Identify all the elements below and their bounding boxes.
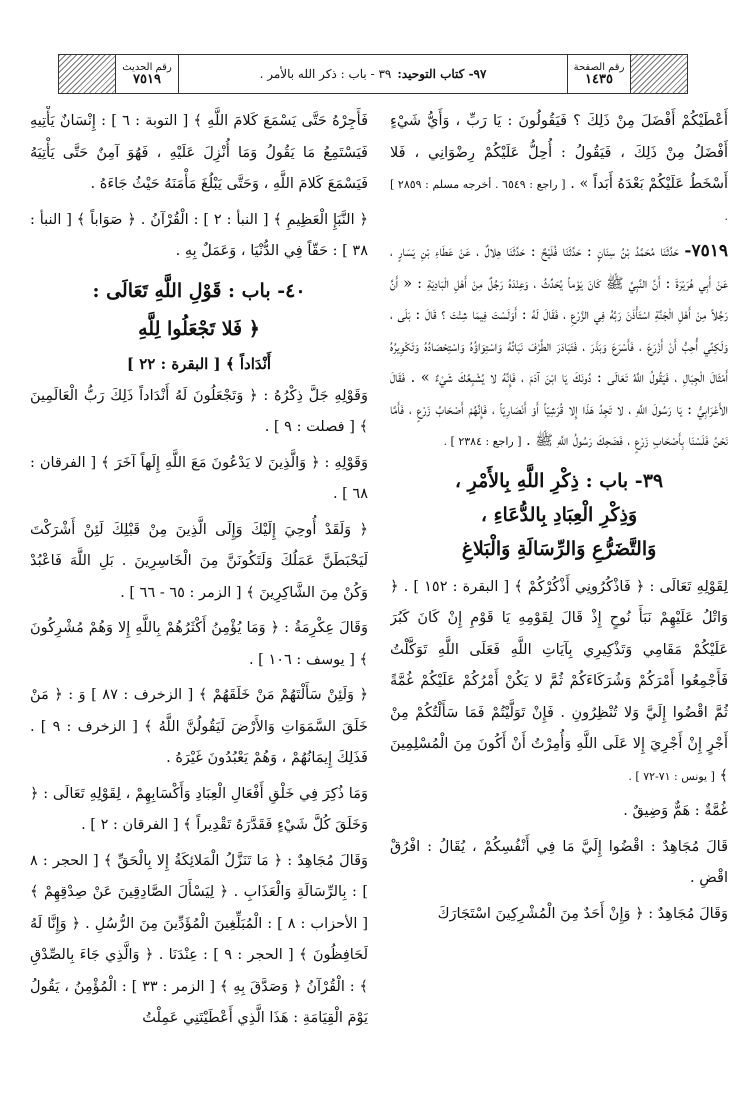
paragraph: وَقَالَ عِكْرِمَةُ : ﴿ وَمَا يُؤْمِنُ أَكْثَرُهُمْ بِاللَّهِ إِلا وَهُمْ مُشْرِكُونَ ﴾ [ يوسف : ١٠٦ ] . [30,620,368,668]
page-header [58,54,688,94]
hadith-number-box [115,55,179,93]
paragraph: ﴿ وَلَقَدْ أُوحِيَ إِلَيْكَ وَإِلَى الَّذِينَ مِنْ قَبْلِكَ لَئِنْ أَشْرَكْتَ لَيَحْبَطَنَّ عَمَلُكَ وَلَتَكُونَنَّ مِنَ الْخَاسِرِينَ . بَلِ اللَّهَ فَاعْبُدْ وَكُنْ مِنَ الشَّاكِرِينَ ﴾ [ الزمر : ٦٥ - ٦٦ ] . [30,521,368,601]
paragraph: وَمَا ذُكِرَ فِي خَلْقِ أَفْعَالِ الْعِبَادِ وَأَكْسَابِهِمْ ، لِقَوْلِهِ تَعَالَى : ﴿ وَخَلَقَ كُلَّ شَيْءٍ فَقَدَّرَهُ تَقْدِيراً ﴾ [ الفرقان : ٢ ] . [30,785,368,833]
paragraph: غُمَّةٌ : هَمٌّ وَضِيقٌ . [623,803,728,819]
hadith-number-label: رقم الحديث [122,62,172,73]
header-ornament-left [59,55,115,93]
reference: [ يونس : ٧١-٧٢ ] . [628,769,715,783]
paragraph: ﴿ وَلَئِنْ سَأَلْتَهُمْ مَنْ خَلَقَهُمْ ﴾ [ الزخرف : ٨٧ ] وَ : ﴿ مَنْ خَلَقَ السَّمَوَاتِ وَالأَرْضَ لَيَقُولُنَّ اللَّهُ ﴾ [ الزخرف : ٩ ] . فَذَلِكَ إِيمَانُهُمْ ، وَهُمْ يَعْبُدُونَ غَيْرَهُ . [30,687,368,766]
quran-verse-heading: ﴿ فَلا تَجْعَلُوا لِلَّهِ [138,317,260,340]
chapter-heading: ٣٩- باب : ذِكْرِ اللَّهِ بِالأَمْرِ ، وَذِكْرِ الْعِبَادِ بِالدُّعَاءِ ، وَالتَّضَرُّعِ وَالرِّسَالَةِ وَالْبَلاغِ [454,469,664,560]
hadith-paragraph: ٧٥١٩- حَدَّثَنَا مُحَمَّدُ بْنُ سِنَانٍ : حَدَّثَنَا فُلَيْحٌ : حَدَّثَنَا هِلالٌ ، عَنْ عَطَاءِ بْنِ يَسَارٍ ، عَنْ أَبِي هُرَيْرَةَ : أَنَّ النَّبِيَّ ﷺ كَانَ يَوْماً يُحَدِّثُ ، وَعِنْدَهُ رَجُلٌ مِنْ أَهْلِ الْبَادِيَةِ : « أَنَّ رَجُلاً مِنْ أَهْلِ الْجَنَّةِ اسْتَأْذَنَ رَبَّهُ فِي الزَّرْعِ ، فَقَالَ لَهُ : أَوَلَسْتَ فِيمَا شِئْتَ ؟ قَالَ : بَلَى ، وَلَكِنِّي أُحِبُّ أَنْ أَزْرَعَ ، فَأَسْرَعَ وَبَذَرَ ، فَتَبَادَرَ الطَّرْفَ نَبَاتُهُ وَاسْتِوَاؤُهُ وَاسْتِحْصَادُهُ وَتَكْوِيرُهُ أَمْثَالَ الْجِبَالِ ، فَيَقُولُ اللَّهُ تَعَالَى : دُونَكَ يَا ابْنَ آدَمَ ، فَإِنَّهُ لا يُشْبِعُكَ شَيْءٌ » . فَقَالَ الأَعْرَابِيُّ : يَا رَسُولَ اللَّهِ ، لا تَجِدُ هَذَا إِلا قُرَشِيّاً أَوْ أَنْصَارِيّاً ، فَإِنَّهُمْ أَصْحَابُ زَرْعٍ ، فَأَمَّا نَحْنُ فَلَسْنَا بِأَصْحَابِ زَرْعٍ ، فَضَحِكَ رَسُولُ اللَّهِ ﷺ . [ راجع : ٢٣٨٤ ] . [390,241,728,449]
left-column [30,106,368,1096]
chapter-heading: ٤٠- باب : قَوْلِ اللَّهِ تَعَالَى : [92,279,306,302]
quran-verse-continuation: أَنْدَاداً ﴾ [ البقرة : ٢٢ ] [126,355,272,373]
reference: [ راجع : ٢٣٨٤ ] . [443,435,522,448]
paragraph: قَالَ مُجَاهِدٌ : اقْضُوا إِلَيَّ مَا فِي أَنْفُسِكُمْ ، يُقَالُ : افْرُقْ اقْضِ . [390,838,728,886]
page-number-box [567,55,631,93]
paragraph: وَقَوْلِهِ جَلَّ ذِكْرُهُ : ﴿ وَتَجْعَلُونَ لَهُ أَنْدَاداً ذَلِكَ رَبُّ الْعَالَمِينَ ﴾ [ فصلت : ٩ ] . [30,387,368,435]
chapter-subtitle: ٣٩ - باب : ذكر الله بالأمر . [259,67,392,81]
reference: [ راجع : ٦٥٤٩ . أخرجه مسلم : ٢٨٥٩ ] . [390,178,728,223]
paragraph: لِقَوْلِهِ تَعَالَى : ﴿ فَاذْكُرُونِي أَذْكُرْكُمْ ﴾ [ البقرة : ١٥٢ ] . ﴿ وَاتْلُ عَلَيْهِمْ نَبَأَ نُوحٍ إِذْ قَالَ لِقَوْمِهِ يَا قَوْمِ إِنْ كَانَ كَبُرَ عَلَيْكُمْ مَقَامِي وَتَذْكِيرِي بِآيَاتِ اللَّهِ فَعَلَى اللَّهِ تَوَكَّلْتُ فَأَجْمِعُوا أَمْرَكُمْ وَشُرَكَاءَكُمْ ثُمَّ لا يَكُنْ أَمْرُكُمْ عَلَيْكُمْ غُمَّةً ثُمَّ اقْضُوا إِلَيَّ وَلا تُنْظِرُونِ . فَإِنْ تَوَلَّيْتُمْ فَمَا سَأَلْتُكُمْ مِنْ أَجْرٍ إِنْ أَجْرِيَ إِلا عَلَى اللَّهِ وَأُمِرْتُ أَنْ أَكُونَ مِنَ الْمُسْلِمِينَ ﴾ [ يونس : ٧١-٧٢ ] . [390,578,728,784]
paragraph: وَقَوْلِهِ : ﴿ وَالَّذِينَ لا يَدْعُونَ مَعَ اللَّهِ إِلَهاً آخَرَ ﴾ [ الفرقان : ٦٨ ] . [30,454,368,502]
paragraph: ﴿ النَّبَإِ الْعَظِيمِ ﴾ [ النبأ : ٢ ] : الْقُرْآنُ . ﴿ صَوَاباً ﴾ [ النبأ : ٣٨ ] : حَقّاً فِي الدُّنْيَا ، وَعَمَلٌ بِهِ . [30,211,368,259]
chapter-title: ٩٧- كتاب التوحيد: [397,67,487,81]
running-title [179,55,567,93]
text-columns [30,106,728,1096]
header-ornament-right [631,55,687,93]
page-number: ١٤٣٥ [585,72,613,87]
hadith-number: ٧٥١٩ [133,72,161,87]
paragraph: أَعْطَيْكُمْ أَفْضَلَ مِنْ ذَلِكَ ؟ فَيَقُولُونَ : يَا رَبِّ ، وَأَيُّ شَيْءٍ أَفْضَلُ مِنْ ذَلِكَ ، فَيَقُولُ : أُحِلُّ عَلَيْكُمْ رِضْوَانِي ، فَلا أَسْخَطُ عَلَيْكُمْ بَعْدَهُ أَبَداً » . [ راجع : ٦٥٤٩ . أخرجه مسلم : ٢٨٥٩ ] . [390,113,728,223]
paragraph: وَقَالَ مُجَاهِدٌ : ﴿ مَا تَنَزَّلُ الْمَلائِكَةُ إِلا بِالْحَقِّ ﴾ [ الحجر : ٨ ] : بِالرِّسَالَةِ وَالْعَذَابِ . ﴿ لِيَسْأَلَ الصَّادِقِينَ عَنْ صِدْقِهِمْ ﴾ [ الأحزاب : ٨ ] : الْمُبَلِّغِينَ الْمُؤَدِّينَ مِنَ الرُّسُلِ . ﴿ وَإِنَّا لَهُ لَحَافِظُونَ ﴾ [ الحجر : ٩ ] : عِنْدَنَا . ﴿ وَالَّذِي جَاءَ بِالصِّدْقِ ﴾ : الْقُرْآنُ ﴿ وَصَدَّقَ بِهِ ﴾ [ الزمر : ٣٣ ] : الْمُؤْمِنُ ، يَقُولُ يَوْمَ الْقِيَامَةِ : هَذَا الَّذِي أَعْطَيْتَنِي عَمِلْتُ [30,852,368,1026]
paragraph: فَأَجِرْهُ حَتَّى يَسْمَعَ كَلامَ اللَّهِ ﴾ [ التوبة : ٦ ] : إِنْسَانٌ يَأْتِيهِ فَيَسْتَمِعُ مَا يَقُولُ وَمَا أُنْزِلَ عَلَيْهِ ، فَهُوَ آمِنٌ حَتَّى يَأْتِيَهُ فَيَسْمَعَ كَلامَ اللَّهِ ، وَحَتَّى يَبْلُغَ مَأْمَنَهُ حَيْثُ جَاءَهُ . [30,113,368,192]
page-number-label: رقم الصفحة [573,62,625,73]
right-column [390,106,728,1096]
paragraph: وَقَالَ مُجَاهِدٌ : ﴿ وَإِنْ أَحَدٌ مِنَ الْمُشْرِكِينَ اسْتَجَارَكَ [437,905,728,922]
hadith-number-inline: ٧٥١٩- [684,241,728,261]
